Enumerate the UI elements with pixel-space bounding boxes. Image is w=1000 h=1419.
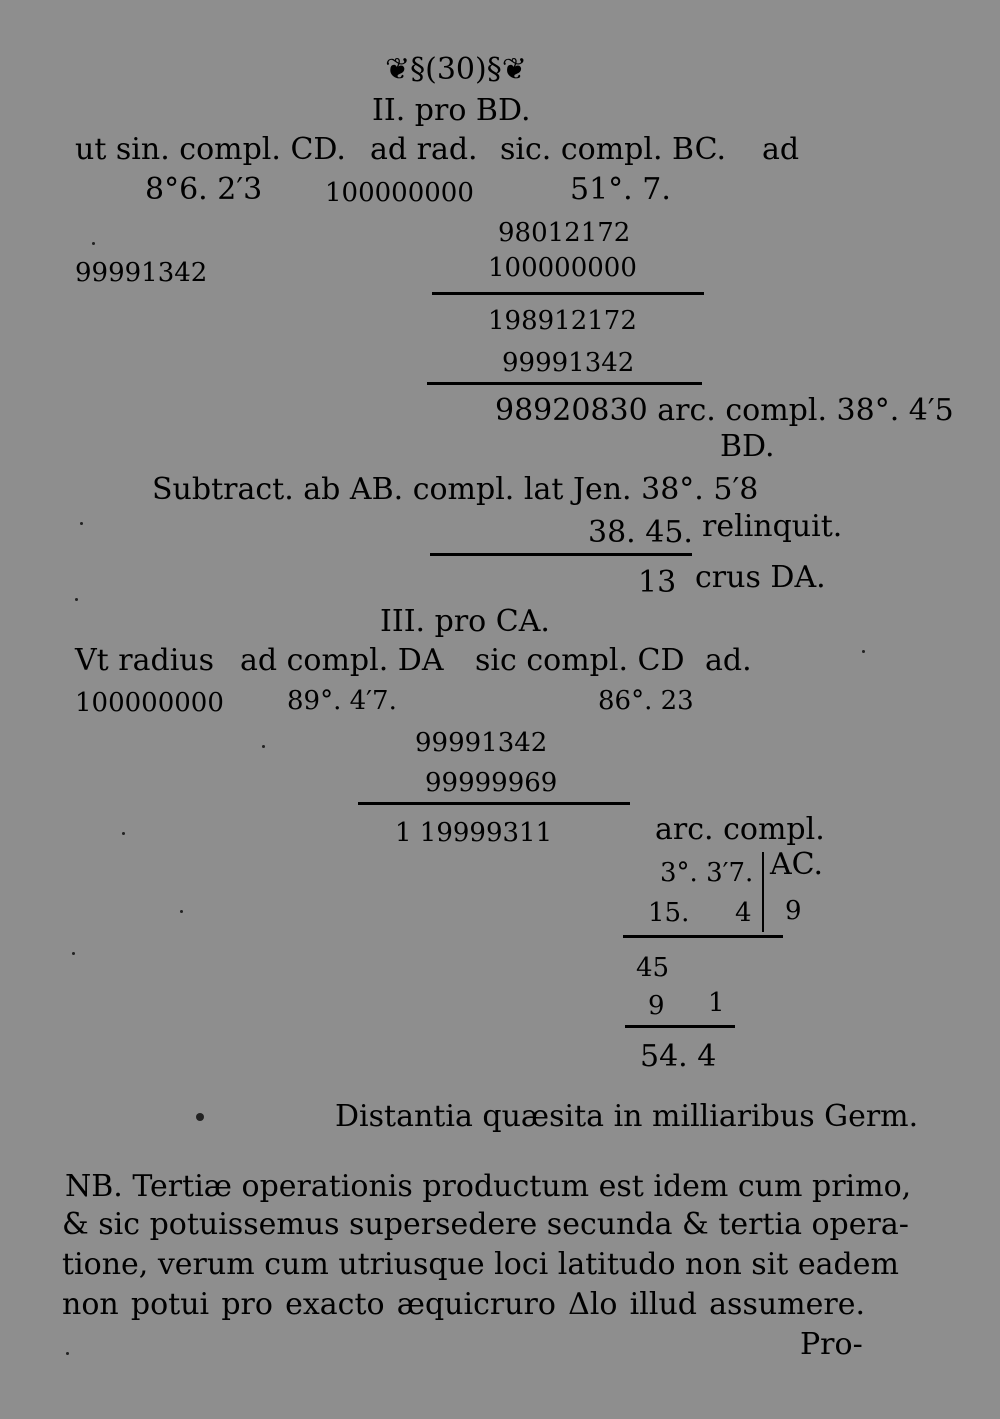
remainder: 13 <box>638 565 677 600</box>
proportion-line: ad. <box>705 643 752 678</box>
speck <box>180 910 183 913</box>
speck <box>862 650 865 653</box>
value-da: 89°. 4′7. <box>287 686 397 716</box>
column-divider <box>762 852 764 932</box>
proportion-line: ad <box>762 132 800 167</box>
number: 100000000 <box>488 253 637 283</box>
degree-value: 3°. 3′7. <box>660 858 754 888</box>
remainder-rule <box>430 553 692 556</box>
sum-rule <box>623 935 783 938</box>
sum-number: 198912172 <box>488 306 637 336</box>
total-value: 54. 4 <box>640 1039 717 1074</box>
value-cd: 8°6. 2′3 <box>145 172 263 207</box>
value-cd: 86°. 23 <box>598 686 694 716</box>
sum-rule <box>358 802 630 805</box>
nb-line: NB. Tertiæ operationis productum est idem cum primo, <box>65 1169 912 1204</box>
number: 99999969 <box>425 768 558 798</box>
difference-rule <box>427 382 702 385</box>
proportion-line: sic compl. CD <box>475 643 685 678</box>
result-number: 1 19999311 <box>395 818 553 848</box>
value-bc: 51°. 7. <box>570 172 671 207</box>
row-value: 15. <box>648 898 690 928</box>
proportion-line: Vt radius <box>75 643 214 678</box>
nb-line: & sic potuissemus supersedere secunda & tertia opera- <box>62 1207 909 1242</box>
partial-sum: 45 <box>636 953 670 983</box>
partial-sum: 1 <box>708 988 725 1018</box>
subtrahend: 38. 45. <box>588 515 693 550</box>
section-heading-bd: II. pro BD. <box>372 93 531 128</box>
value-radius: 100000000 <box>75 688 224 718</box>
bullet-mark <box>196 1113 204 1121</box>
speck <box>66 1352 69 1355</box>
proportion-line: ut sin. compl. CD. <box>75 132 346 167</box>
result-label: BD. <box>720 429 775 464</box>
section-heading-ca: III. pro CA. <box>380 604 550 639</box>
speck <box>72 952 75 955</box>
speck <box>75 598 78 601</box>
number: 99991342 <box>415 728 548 758</box>
distance-caption: Distantia quæsita in milliaribus Germ. <box>335 1099 919 1134</box>
crus-label: crus DA. <box>695 560 826 595</box>
speck <box>92 242 95 245</box>
result-line: 98920830 arc. compl. 38°. 4′5 <box>495 393 954 428</box>
relinquit-label: relinquit. <box>702 509 843 544</box>
value-radius: 100000000 <box>325 178 474 208</box>
subtraction-line: Subtract. ab AB. compl. lat Jen. 38°. 5′8 <box>152 472 759 507</box>
nb-line: tione, verum cum utriusque loci latitudo non sit eadem <box>62 1247 899 1282</box>
speck <box>80 522 83 525</box>
arc-label: arc. compl. <box>655 812 825 847</box>
partial-sum: 9 <box>648 991 665 1021</box>
nb-line: non potui pro exacto æquicruro Δlo illud assumere. <box>62 1287 865 1322</box>
total-rule <box>625 1025 735 1028</box>
speck <box>262 745 265 748</box>
catchword: Pro- <box>800 1327 863 1362</box>
speck <box>122 832 125 835</box>
proportion-line: ad compl. DA <box>240 643 444 678</box>
ac-label: AC. <box>770 847 824 882</box>
number: 98012172 <box>498 218 631 248</box>
row-value: 9 <box>785 896 802 926</box>
number: 99991342 <box>502 348 635 378</box>
left-number: 99991342 <box>75 258 208 288</box>
page-number: ❦§(30)§❦ <box>385 52 527 87</box>
row-value: 4 <box>735 898 752 928</box>
sum-rule <box>432 292 704 295</box>
proportion-line: ad rad. <box>370 132 478 167</box>
proportion-line: sic. compl. BC. <box>500 132 727 167</box>
